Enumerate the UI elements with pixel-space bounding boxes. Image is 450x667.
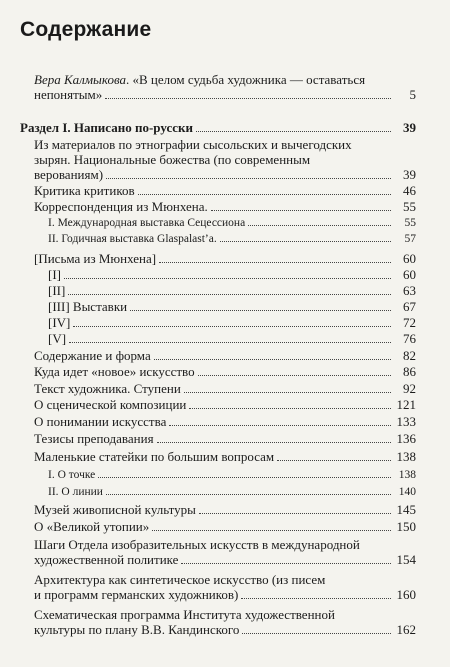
entry-title-line: художественной политике xyxy=(34,552,179,567)
entry-title: Тезисы преподавания xyxy=(34,431,154,446)
toc-subentry xyxy=(48,299,416,314)
entry-title: Маленькие статейки по большим вопросам xyxy=(34,449,275,464)
toc-subentry xyxy=(48,485,416,500)
page-number: 57 xyxy=(404,233,416,245)
dot-leader xyxy=(220,240,391,242)
dot-leader xyxy=(181,562,391,564)
page-number: 63 xyxy=(403,283,416,298)
dot-leader xyxy=(106,493,391,495)
toc-entry xyxy=(34,348,416,363)
toc-entry-intro xyxy=(34,72,416,102)
toc-entry xyxy=(34,397,416,412)
toc-subentry xyxy=(48,283,416,298)
dot-leader xyxy=(159,261,391,263)
toc-entry xyxy=(34,137,416,182)
page-number: 150 xyxy=(396,519,416,534)
page-number: 55 xyxy=(403,199,416,214)
page-number: 86 xyxy=(403,364,416,379)
dot-leader xyxy=(152,529,391,531)
dot-leader xyxy=(199,512,391,514)
dot-leader xyxy=(106,177,391,179)
intro-title-line2: непонятым» xyxy=(34,87,103,102)
toc-entry xyxy=(34,519,416,534)
toc-subentry xyxy=(48,468,416,483)
page-number: 154 xyxy=(396,552,416,567)
toc-entry xyxy=(34,199,416,214)
page-number: 60 xyxy=(403,251,416,266)
toc-entry xyxy=(34,449,416,464)
entry-title: [I] xyxy=(48,267,61,282)
page-number: 92 xyxy=(403,381,416,396)
entry-title: [V] xyxy=(48,331,67,346)
dot-leader xyxy=(138,193,391,195)
page-number: 67 xyxy=(403,299,416,314)
dot-leader xyxy=(189,407,391,409)
entry-title: Куда идет «новое» искусство xyxy=(34,364,195,379)
entry-title-line: Шаги Отдела изобразительных искусств в международной xyxy=(34,537,360,552)
entry-title-line: культуры по плану В.В. Кандинского xyxy=(34,622,240,637)
entry-title: II. Годичная выставка Glaspalast’a. xyxy=(48,233,217,245)
entry-title: [IV] xyxy=(48,315,71,330)
dot-leader xyxy=(69,341,391,343)
page-number: 39 xyxy=(403,167,416,182)
page-number: 138 xyxy=(396,449,416,464)
page-number: 76 xyxy=(403,331,416,346)
page-number: 82 xyxy=(403,348,416,363)
toc-subentry xyxy=(48,232,416,247)
toc-entry xyxy=(34,364,416,379)
entry-title: [III] Выставки xyxy=(48,299,128,314)
dot-leader xyxy=(198,374,391,376)
entry-title: Музей живописной культуры xyxy=(34,502,196,517)
page-number: 121 xyxy=(396,397,416,412)
page-number: 138 xyxy=(398,469,416,481)
entry-title: I. Международная выставка Сецессиона xyxy=(48,217,246,229)
section-title: Раздел I. Написано по-русски xyxy=(20,120,193,135)
entry-title: Корреспонденция из Мюнхена. xyxy=(34,199,208,214)
dot-leader xyxy=(196,130,391,132)
dot-leader xyxy=(64,277,391,279)
toc-entry xyxy=(34,572,416,602)
entry-title: О «Великой утопии» xyxy=(34,519,150,534)
toc-entry xyxy=(34,251,416,266)
page-number: 39 xyxy=(403,120,416,135)
page-title: Содержание xyxy=(20,18,152,41)
toc-subentry xyxy=(48,331,416,346)
page-number: 60 xyxy=(403,267,416,282)
dot-leader xyxy=(105,97,391,99)
entry-title: Содержание и форма xyxy=(34,348,151,363)
toc-entry xyxy=(34,431,416,446)
dot-leader xyxy=(68,293,391,295)
dot-leader xyxy=(211,209,391,211)
page-number: 55 xyxy=(404,217,416,229)
toc-entry xyxy=(34,381,416,396)
toc-subentry xyxy=(48,315,416,330)
entry-title-line: и программ германских художников) xyxy=(34,587,239,602)
page-number: 133 xyxy=(396,414,416,429)
entry-title: О понимании искусства xyxy=(34,414,167,429)
dot-leader xyxy=(242,632,391,634)
dot-leader xyxy=(154,358,391,360)
entry-title-line: зырян. Национальные божества (по современным xyxy=(34,152,311,167)
toc-subentry xyxy=(48,267,416,282)
dot-leader xyxy=(169,424,391,426)
dot-leader xyxy=(98,476,391,478)
dot-leader xyxy=(157,441,391,443)
entry-title: О сценической композиции xyxy=(34,397,187,412)
toc-entry xyxy=(34,183,416,198)
intro-title-line1: . «В целом судьба художника — оставаться xyxy=(126,72,366,87)
entry-title-line: Из материалов по этнографии сысольских и вычегодских xyxy=(34,137,352,152)
entry-title-line: Схематическая программа Института художественной xyxy=(34,607,335,622)
entry-title: [Письма из Мюнхена] xyxy=(34,251,157,266)
page-number: 162 xyxy=(396,622,416,637)
intro-author: Вера Калмыкова xyxy=(34,72,127,87)
entry-title: Текст художника. Ступени xyxy=(34,381,181,396)
entry-title-line: верованиям) xyxy=(34,167,104,182)
entry-title: [II] xyxy=(48,283,66,298)
dot-leader xyxy=(277,459,391,461)
toc-entry xyxy=(34,537,416,567)
toc-subentry xyxy=(48,216,416,231)
dot-leader xyxy=(184,391,391,393)
dot-leader xyxy=(248,224,391,226)
entry-title-line: Архитектура как синтетическое искусство (из писем xyxy=(34,572,326,587)
page-number: 46 xyxy=(403,183,416,198)
toc-entry xyxy=(34,414,416,429)
toc-entry xyxy=(34,502,416,517)
page-number: 136 xyxy=(396,431,416,446)
toc-entry xyxy=(34,607,416,637)
dot-leader xyxy=(130,309,391,311)
page-number: 140 xyxy=(398,486,416,498)
entry-title: II. О линии xyxy=(48,486,103,498)
dot-leader xyxy=(73,325,391,327)
dot-leader xyxy=(241,597,391,599)
entry-title: I. О точке xyxy=(48,469,96,481)
page-number: 5 xyxy=(409,87,416,102)
section-heading xyxy=(20,120,416,135)
entry-title: Критика критиков xyxy=(34,183,135,198)
page-number: 72 xyxy=(403,315,416,330)
page-number: 160 xyxy=(396,587,416,602)
page-number: 145 xyxy=(396,502,416,517)
